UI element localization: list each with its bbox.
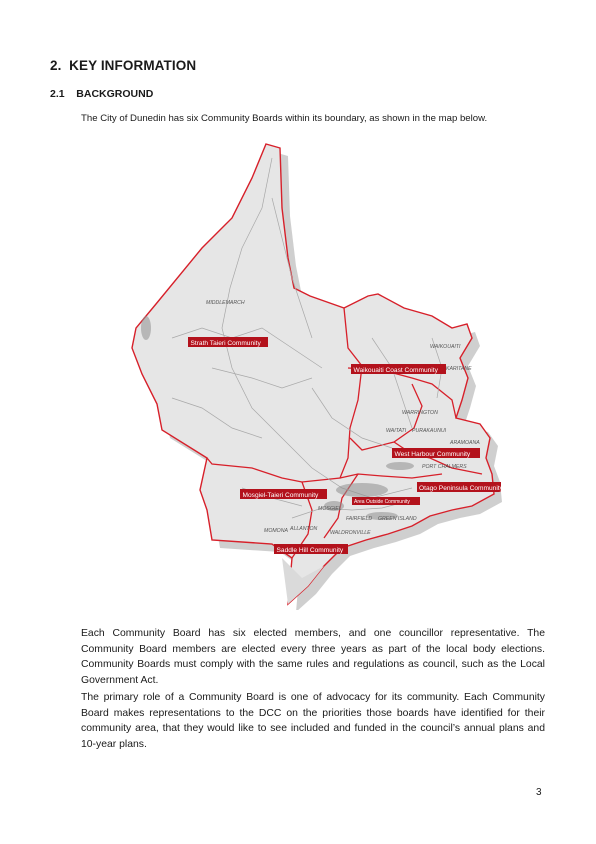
place-warrington: WARRINGTON (402, 410, 438, 416)
label-west-harbour (392, 448, 480, 458)
label-waikouaiti-coast-text: Waikouaiti Coast Community (353, 366, 438, 374)
page-number: 3 (536, 787, 542, 798)
place-port-chalmers: PORT CHALMERS (422, 464, 467, 470)
intro-text: The City of Dunedin has six Community Boards within its boundary, as shown in the map below. (81, 113, 488, 124)
place-green-island: GREEN ISLAND (378, 516, 417, 522)
section-heading (50, 58, 196, 73)
place-karitane: KARITANE (446, 366, 472, 372)
paragraph-members: Each Community Board has six elected members, and one councillor representative. The Community Board members are elected every three years as part of the local body elections. Community Boards must comply with the same rules and regulations as council, such as the Local Government Act. (81, 628, 545, 686)
place-purakaunui: PURAKAUNUI (412, 428, 447, 434)
label-otago-peninsula-text: Otago Peninsula Community (419, 484, 503, 492)
community-boards-map (112, 138, 510, 610)
label-saddle-hill (274, 544, 348, 554)
section-title: KEY INFORMATION (69, 58, 197, 73)
label-west-harbour-text: West Harbour Community (394, 450, 471, 458)
place-allanton: ALLANTON (290, 526, 318, 532)
label-otago-peninsula (417, 482, 504, 492)
label-area-outside (352, 497, 420, 505)
label-waikouaiti-coast (351, 364, 446, 374)
label-strath-taieri (188, 337, 268, 347)
label-saddle-hill-text: Saddle Hill Community (276, 546, 344, 554)
label-mosgiel-taieri-text: Mosgiel-Taieri Community (242, 491, 319, 499)
place-middlemarch: MIDDLEMARCH (206, 300, 245, 306)
label-mosgiel-taieri (240, 489, 327, 499)
label-area-outside-text: Area Outside Community (354, 499, 410, 505)
section-number: 2. (50, 58, 62, 73)
place-fairfield: FAIRFIELD (346, 516, 373, 522)
place-waitati: WAITATI (386, 428, 407, 434)
place-aramoana: ARAMOANA (450, 440, 480, 446)
subsection-number: 2.1 (50, 88, 65, 100)
label-strath-taieri-text: Strath Taieri Community (190, 339, 261, 347)
subsection-heading (50, 88, 153, 100)
place-waikouaiti: WAIKOUAITI (430, 344, 461, 350)
paragraph-role: The primary role of a Community Board is one of advocacy for its community. Each Community Board makes representations to the DCC on the priorities those boards have identified for their community area, that they would like to see included and funded in the council’s annual plans and 10-year plans. (81, 692, 545, 750)
place-waldronville: WALDRONVILLE (330, 530, 371, 536)
place-momona: MOMONA (264, 528, 288, 534)
place-mosgiel: MOSGIEL (318, 506, 342, 512)
subsection-title: BACKGROUND (76, 88, 154, 100)
